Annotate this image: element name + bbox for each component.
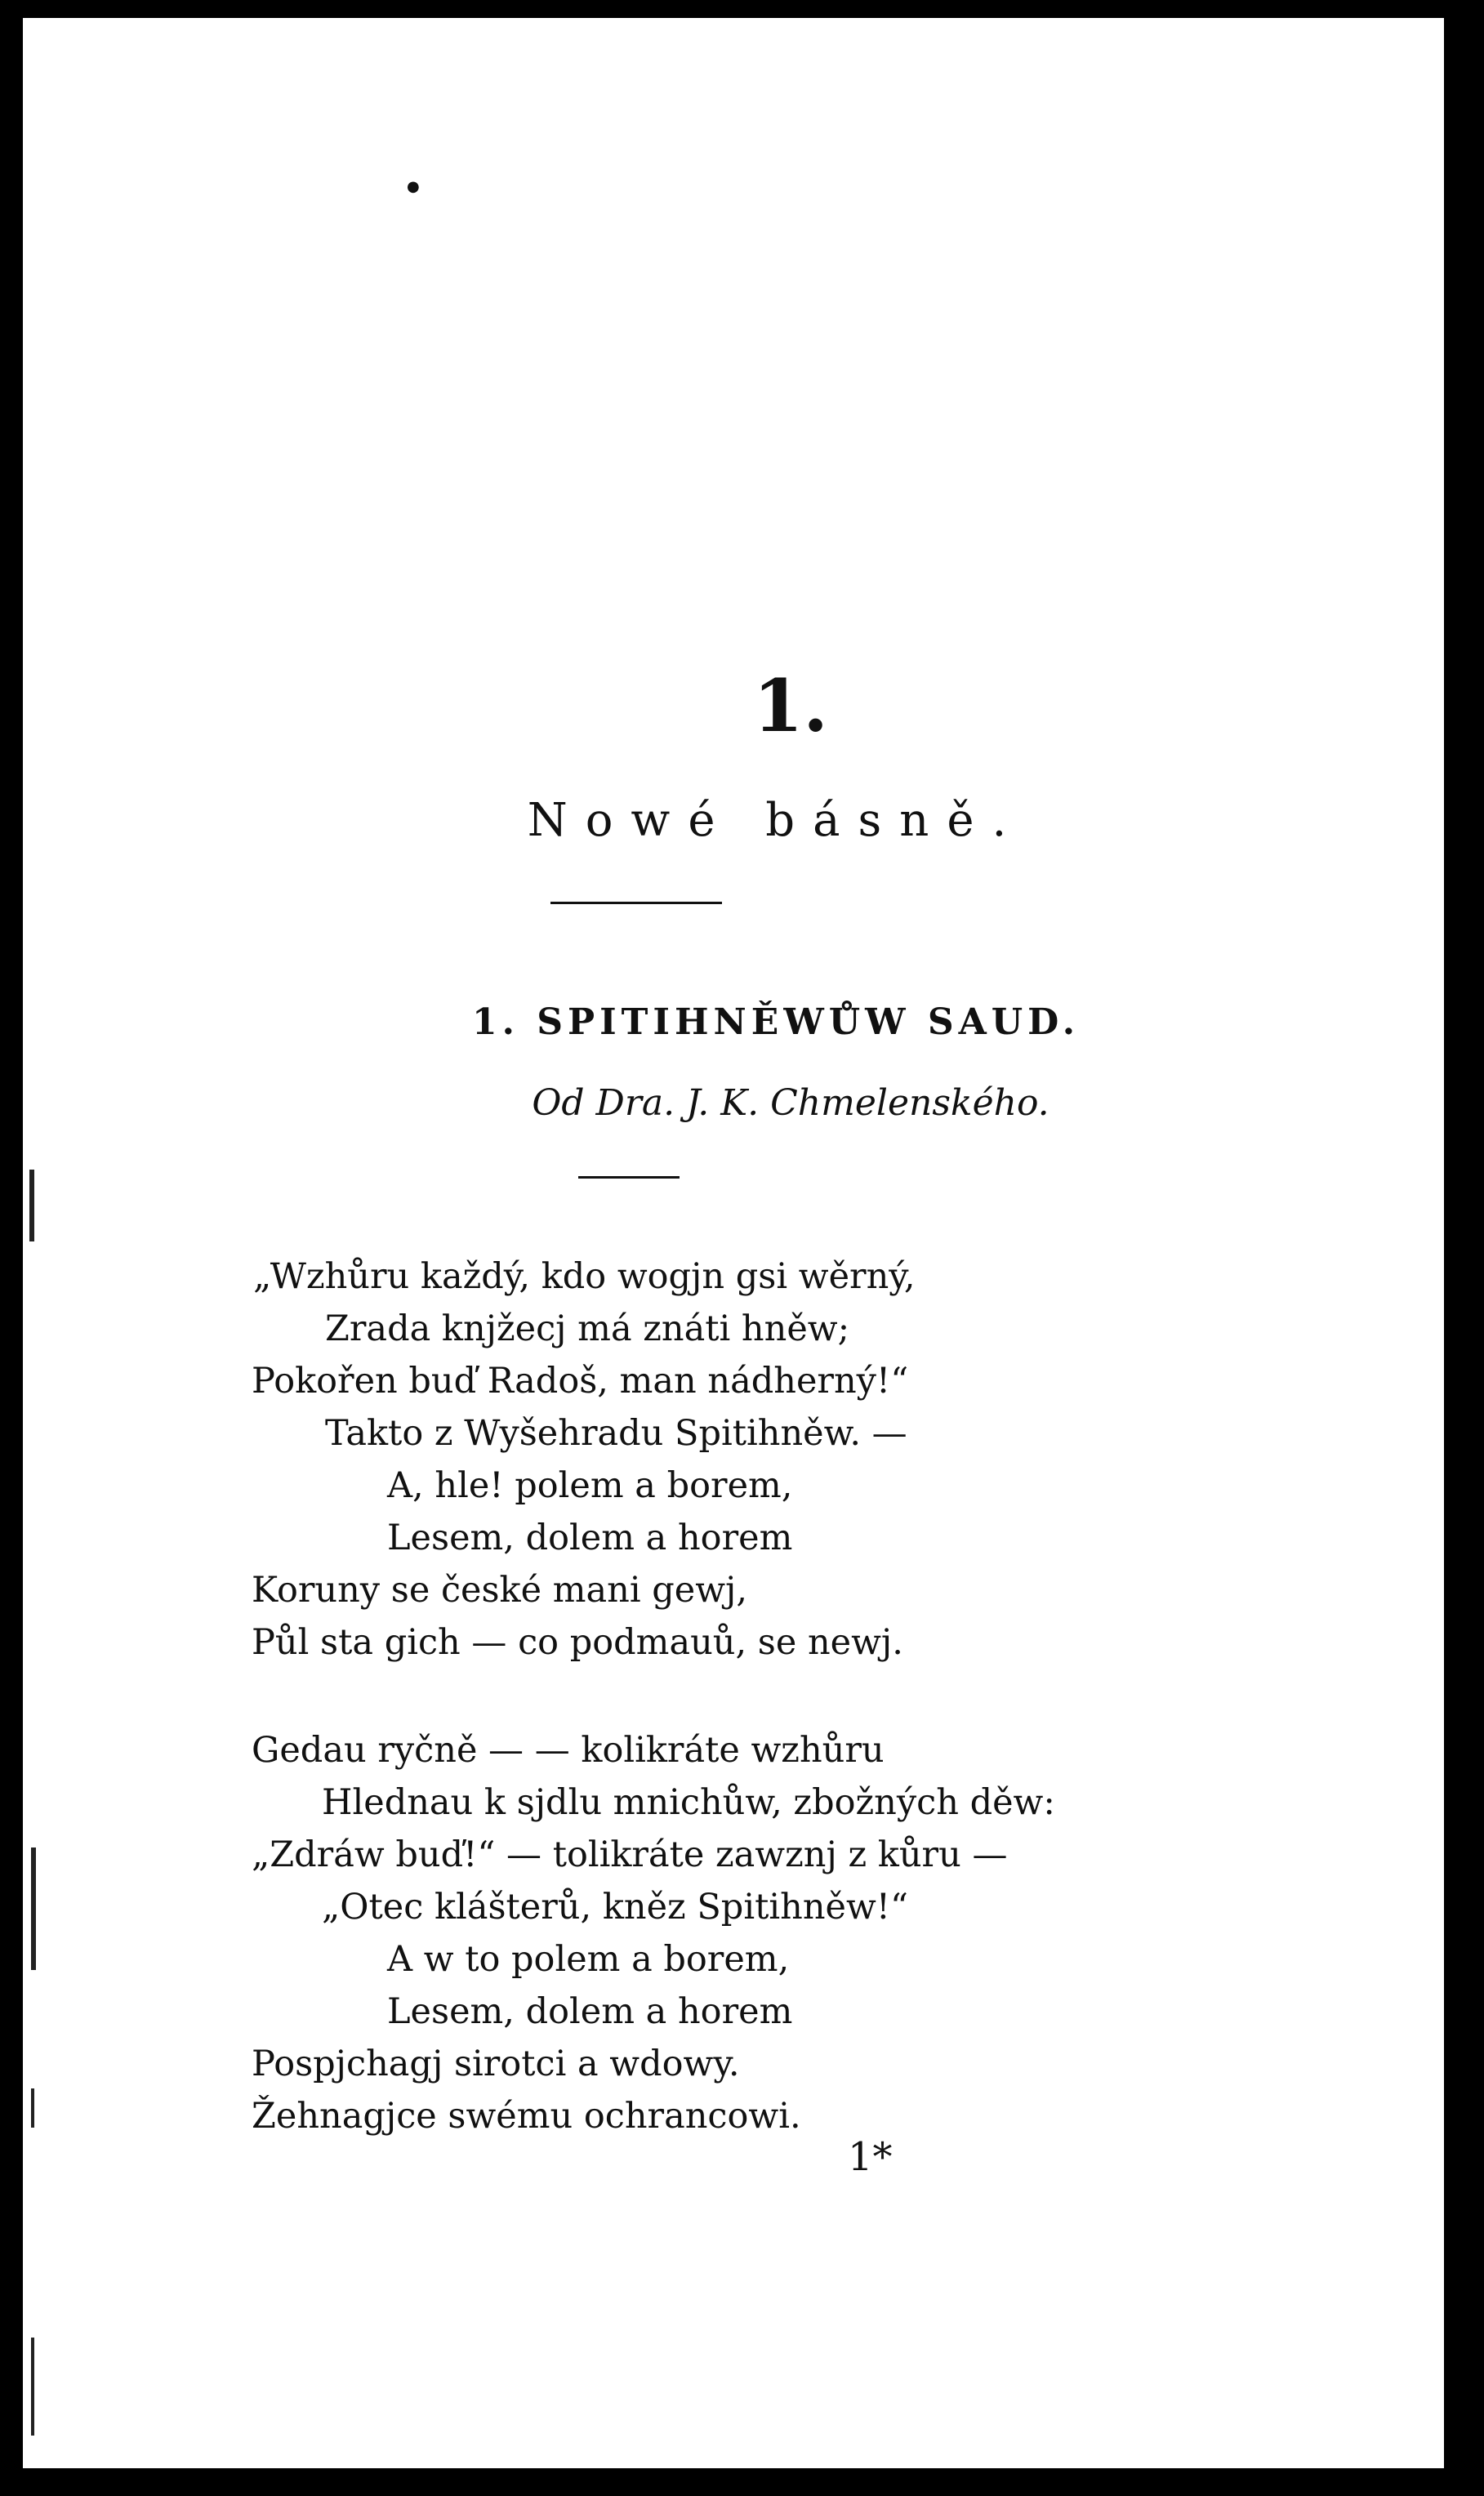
poem-line: Lesem, dolem a horem [387, 1991, 793, 2032]
poem-line: Koruny se české mani gewj, [252, 1570, 748, 1611]
poem-line: „Otec klášterů, kněz Spitihněw!“ [322, 1887, 909, 1928]
poem-title: 1. SPITIHNĚWŮW SAUD. [471, 1001, 1081, 1043]
poem-line: Gedau ryčně — — kolikráte wzhůru [252, 1730, 885, 1771]
poem-line: A w to polem a borem, [387, 1939, 790, 1980]
page-signature: 1* [848, 2134, 893, 2180]
left-edge-mark [31, 1847, 36, 1970]
left-edge-mark [29, 1170, 34, 1241]
poem-line: Takto z Wyšehradu Spitihněw. — [325, 1413, 907, 1454]
poem-line: Pokořen buď Radoš, man nádherný!“ [252, 1361, 909, 1402]
poem-line: Lesem, dolem a horem [387, 1518, 793, 1558]
poem-line: Zrada knjžecj má znáti hněw; [325, 1308, 850, 1349]
poem-line: Hlednau k sjdlu mnichůw, zbožných děw: [322, 1782, 1055, 1823]
section-rule [550, 902, 722, 904]
poem-line: Žehnagjce swému ochrancowi. [252, 2096, 801, 2137]
left-edge-mark [31, 2338, 34, 2436]
poem-rule [578, 1176, 680, 1179]
poem-line: A, hle! polem a borem, [387, 1465, 793, 1506]
section-title: Nowé básně. [527, 794, 1025, 847]
poem-line: Pospjchagj sirotci a wdowy. [252, 2044, 740, 2084]
book-page [23, 18, 1444, 2468]
left-edge-mark [31, 2088, 34, 2128]
poem-line: „Wzhůru každý, kdo wogjn gsi wěrný, [253, 1256, 916, 1297]
section-number: 1. [753, 663, 828, 748]
poem-line: Půl sta gich — co podmauů, se newj. [252, 1622, 903, 1663]
poem-line: „Zdráw buď!“ — tolikráte zawznj z kůru — [252, 1834, 1008, 1875]
stray-mark: ● [407, 178, 420, 195]
poem-author: Od Dra. J. K. Chmelenského. [532, 1082, 1049, 1124]
